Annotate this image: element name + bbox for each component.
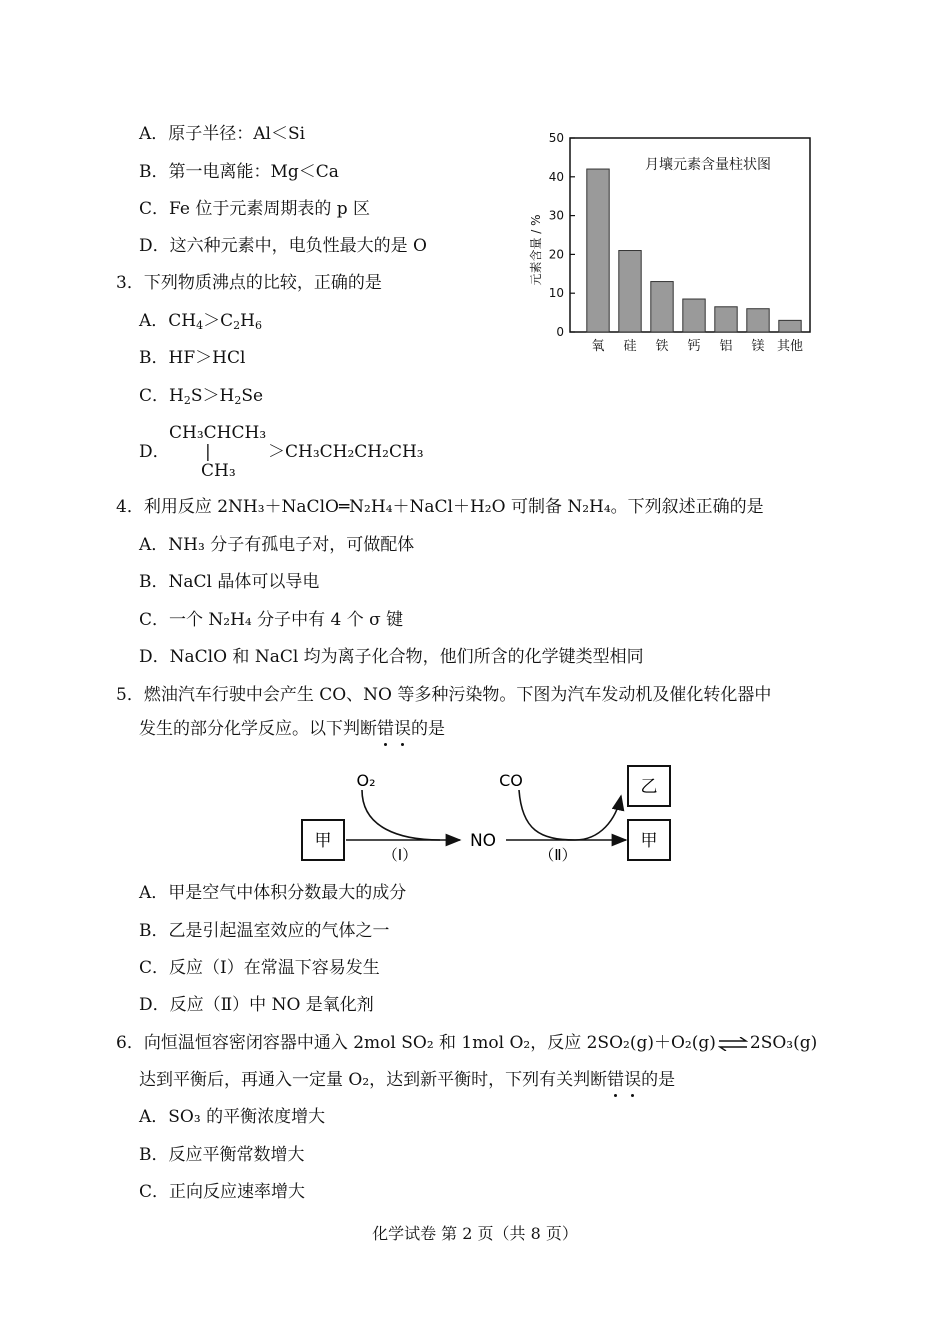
y-tick-label: 30 — [548, 208, 564, 223]
x-tick-label: 氧 — [591, 339, 605, 352]
chart-y-axis-label: 元素含量 / % — [529, 214, 543, 286]
chart-title: 月壤元素含量柱状图 — [645, 157, 771, 173]
bar-5 — [747, 309, 769, 332]
q3-stem: 3．下列物质沸点的比较，正确的是 — [116, 273, 382, 293]
q4-stem: 4．利用反应 2NH₃＋NaClO═N₂H₄＋NaCl＋H₂O 可制备 N₂H₄。下列叙述正确的是 — [116, 497, 764, 517]
x-tick-label: 其他 — [776, 339, 804, 352]
q6-option-c: C．正向反应速率增大 — [139, 1182, 306, 1202]
q2-option-c: C．Fe 位于元素周期表的 p 区 — [139, 199, 371, 219]
o2-curve — [362, 790, 440, 840]
moon-soil-element-bar-chart — [520, 122, 820, 352]
q3-option-c: C．$H_2S>H_2Se$ — [139, 386, 264, 407]
q2-option-b: B．第一电离能：Mg＜Ca — [139, 162, 339, 182]
x-tick-label: 镁 — [751, 339, 765, 352]
box-top-right-label: 乙 — [640, 777, 658, 797]
y-tick-label: 0 — [556, 325, 564, 339]
q3-option-a: A．$CH_4>C_2H_6$ — [139, 311, 262, 332]
q3-option-d-label: D． — [139, 442, 170, 462]
bar-4 — [715, 307, 737, 332]
q6-option-b: B．反应平衡常数增大 — [139, 1145, 305, 1165]
chart-y-ticks — [549, 131, 575, 339]
q5-option-d: D．反应（Ⅱ）中 NO 是氧化剂 — [139, 995, 374, 1015]
no-label: NO — [469, 831, 497, 851]
q2-option-a: A．原子半径：Al＜Si — [139, 124, 306, 144]
q5-stem-line1: 5．燃油汽车行驶中会产生 CO、NO 等多种污染物。下图为汽车发动机及催化转化器中 — [116, 685, 772, 705]
y-tick-label: 40 — [548, 169, 564, 184]
x-tick-label: 钙 — [687, 339, 701, 352]
q5-stem-line2: 发生的部分化学反应。以下判断错误的是 — [139, 719, 445, 739]
bar-2 — [651, 282, 673, 332]
q3-option-d-rhs: ＞CH₃CH₂CH₂CH₃ — [268, 442, 424, 462]
q4-option-d: D．NaClO 和 NaCl 均为离子化合物，他们所含的化学键类型相同 — [139, 647, 644, 667]
y-tick-label: 10 — [548, 286, 564, 301]
q6-stem-line1: 6．向恒温恒容密闭容器中通入 2mol SO₂ 和 1mol O₂，反应 2SO₂(g)＋O₂(g) 2SO₃(g) — [116, 1033, 818, 1053]
box-left-label: 甲 — [314, 831, 332, 851]
y-tick-label: 20 — [548, 247, 564, 262]
x-tick-label: 硅 — [623, 339, 637, 352]
q4-option-c: C．一个 N₂H₄ 分子中有 4 个 σ 键 — [139, 610, 404, 630]
y-tick-label: 50 — [548, 131, 564, 145]
page-footer: 化学试卷 第 2 页（共 8 页） — [372, 1224, 578, 1243]
q6-option-a: A．SO₃ 的平衡浓度增大 — [139, 1107, 326, 1127]
step2-label: （Ⅱ） — [539, 846, 577, 864]
q5-option-c: C．反应（Ⅰ）在常温下容易发生 — [139, 958, 380, 978]
bar-0 — [587, 169, 609, 332]
q4-option-b: B．NaCl 晶体可以导电 — [139, 572, 320, 592]
equilibrium-arrow-icon — [718, 1037, 748, 1051]
q3-option-d-branch-top: CH₃CHCH₃ — [169, 423, 267, 443]
q6-stem-line2: 达到平衡后，再通入一定量 O₂，达到新平衡时，下列有关判断错误的是 — [139, 1070, 676, 1090]
reaction-diagram — [290, 756, 690, 868]
bar-1 — [619, 251, 641, 332]
step1-label: （Ⅰ） — [382, 846, 418, 864]
q3-option-b: B．HF＞HCl — [139, 348, 246, 368]
o2-label: O₂ — [356, 771, 376, 790]
q5-option-a: A．甲是空气中体积分数最大的成分 — [139, 883, 407, 903]
q4-option-a: A．NH₃ 分子有孤电子对，可做配体 — [139, 535, 415, 555]
q3-option-d-branch-bottom: CH₃ — [201, 461, 236, 481]
q5-option-b: B．乙是引起温室效应的气体之一 — [139, 921, 390, 941]
q3-option-d-branch-bar: | — [205, 442, 211, 462]
chart-bars — [587, 169, 801, 332]
bar-6 — [779, 320, 801, 332]
bar-3 — [683, 299, 705, 332]
co-label: CO — [499, 771, 523, 790]
q2-option-d: D．这六种元素中，电负性最大的是 O — [139, 236, 427, 256]
x-tick-label: 铝 — [719, 339, 733, 352]
chart-x-labels — [591, 338, 803, 352]
x-tick-label: 铁 — [655, 339, 669, 352]
box-bottom-right-label: 甲 — [640, 831, 658, 851]
co-curve — [519, 790, 621, 840]
